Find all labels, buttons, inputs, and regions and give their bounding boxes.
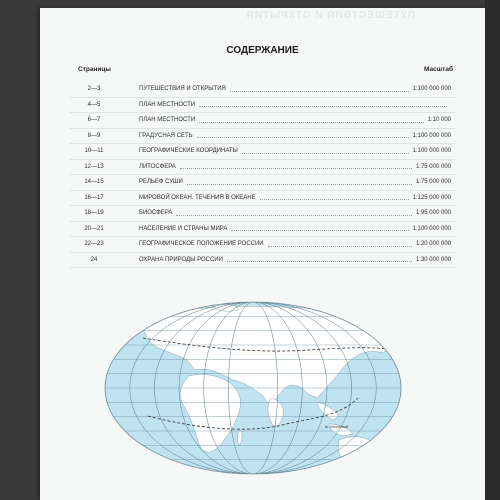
dot-leader (230, 91, 409, 92)
show-through-text: ПУТЕШЕСТВИЯ И ОТКРЫТИЯ (245, 10, 415, 21)
row-pages: 12—13 (84, 163, 104, 170)
contents-row (70, 222, 455, 238)
row-scale: 1:30 000 000 (415, 256, 451, 263)
dot-leader (180, 168, 412, 169)
contents-row (70, 237, 455, 253)
contents-row (70, 129, 455, 145)
row-pages: 14—15 (84, 179, 104, 186)
row-title: НАСЕЛЕНИЕ И СТРАНЫ МИРА (139, 225, 228, 232)
contents-row (70, 253, 455, 269)
contents-row (70, 82, 455, 98)
contents-row (70, 160, 455, 176)
dot-leader (187, 184, 412, 185)
row-pages: 4—5 (87, 101, 101, 108)
row-pages: 10—11 (84, 148, 104, 155)
row-title: ОХРАНА ПРИРОДЫ РОССИИ (139, 256, 223, 263)
contents-row (70, 191, 455, 207)
contents-table (70, 82, 455, 268)
contents-row (70, 144, 455, 160)
contents-row (70, 175, 455, 191)
row-title: ПУТЕШЕСТВИЯ И ОТКРЫТИЯ (139, 86, 226, 93)
dot-leader (199, 106, 447, 107)
background-top (0, 0, 500, 8)
row-pages: 16—17 (84, 194, 104, 201)
row-pages: 22—23 (84, 241, 104, 248)
row-scale: 1:100 000 000 (412, 148, 451, 155)
row-pages: 24 (90, 256, 98, 263)
background-right (485, 0, 500, 500)
row-title: МИРОВОЙ ОКЕАН. ТЕЧЕНИЯ В ОКЕАНЕ (139, 194, 256, 201)
row-title: ГЕОГРАФИЧЕСКОЕ ПОЛОЖЕНИЕ РОССИИ (139, 241, 264, 248)
pages-column-header: Страницы (78, 66, 111, 73)
row-scale: 1:100 000 000 (412, 86, 451, 93)
page-title: СОДЕРЖАНИЕ (226, 45, 299, 56)
row-scale: 1:75 000 000 (415, 163, 451, 170)
row-title: ПЛАН МЕСТНОСТИ (139, 101, 196, 108)
contents-row (70, 113, 455, 129)
dot-leader (199, 122, 423, 123)
row-scale: 1:100 000 000 (412, 225, 451, 232)
dot-leader (197, 137, 409, 138)
row-pages: 8—9 (87, 132, 101, 139)
row-title: ГРАДУСНАЯ СЕТЬ (139, 132, 193, 139)
row-scale: 1:10 000 (427, 117, 451, 124)
dot-leader (268, 246, 412, 247)
row-pages: 18—19 (84, 210, 104, 217)
contents-row (70, 98, 455, 114)
row-title: ЛИТОСФЕРА (139, 163, 176, 170)
row-pages: 20—21 (84, 225, 104, 232)
row-scale: 1:75 000 000 (415, 179, 451, 186)
row-title: ГЕОГРАФИЧЕСКИЕ КООРДИНАТЫ (139, 148, 238, 155)
dot-leader (227, 261, 412, 262)
row-title: БИОСФЕРА (139, 210, 173, 217)
dot-leader (260, 199, 409, 200)
book-page (40, 8, 485, 500)
dot-leader (176, 215, 412, 216)
dot-leader (231, 230, 408, 231)
row-scale: 1:95 000 000 (415, 210, 451, 217)
row-scale: 1:125 000 000 (412, 194, 451, 201)
contents-row (70, 206, 455, 222)
row-scale: 1:100 000 000 (412, 132, 451, 139)
row-title: ПЛАН МЕСТНОСТИ (139, 117, 196, 124)
row-pages: 2—3 (87, 86, 101, 93)
dot-leader (242, 153, 409, 154)
row-pages: 6—7 (87, 117, 101, 124)
row-title: РЕЛЬЕФ СУШИ (139, 179, 183, 186)
scale-column-header: Масштаб (424, 66, 453, 73)
map-place-label: м. Игольный (325, 424, 349, 429)
world-map-illustration (103, 298, 403, 483)
row-scale: 1:20 000 000 (415, 241, 451, 248)
